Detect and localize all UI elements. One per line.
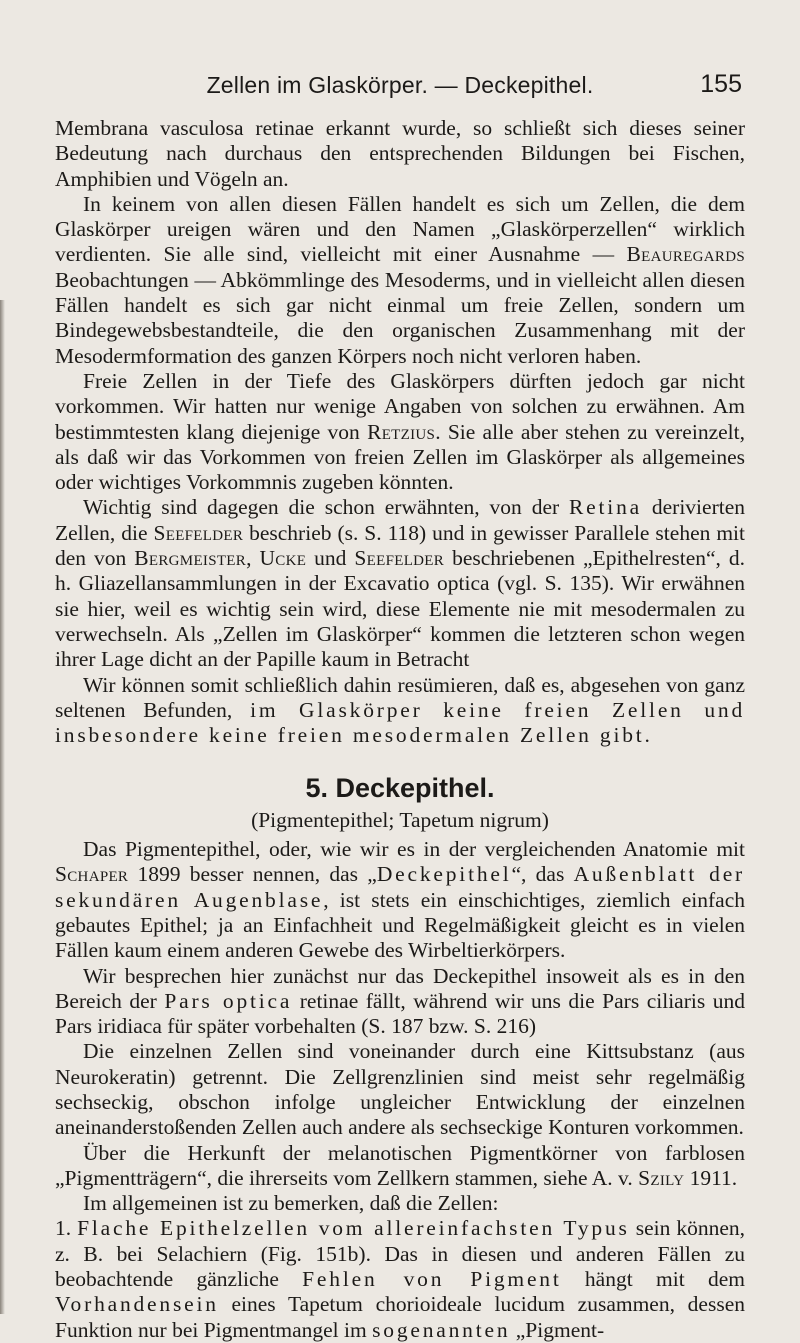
text-run: „Pigment- bbox=[510, 1317, 605, 1342]
text-run: Die einzelnen Zellen sind voneinander durch eine Kittsubstanz (aus Neurokeratin) getrennt. Die Zellgrenzlinien sind meist sehr regelmäßig sechseckig, obschon infolge ungleicher Entwicklung der einzelnen aneinanderstoßenden Zellen auch andere als sechseckige Konturen vorkommen. bbox=[55, 1039, 745, 1140]
text-run: Über die Herkunft der melanotischen Pigmentkörner von farblosen „Pigmentträgern“, die ihrerseits vom Zellkern stammen, siehe A. v. bbox=[55, 1140, 745, 1190]
text-run: Freie Zellen in der Tiefe des Glaskörpers dürften jedoch gar nicht vorkommen. Wir hatten nur wenige Angaben von solchen zu erwähnen. Am bestimmtesten klang diejenige von bbox=[55, 368, 745, 444]
text-run: In keinem von allen diesen Fällen handelt es sich um Zellen, die dem Glaskörper ureigen wären und den Namen „Glaskörperzellen“ wirklich verdienten. Sie alle sind, vielleicht mit einer Ausnahme — bbox=[55, 191, 745, 267]
text-run: beschriebenen „Epithelresten“, d. h. Gliazellansammlungen in der Excavatio optica (vgl. S. 135). Wir erwähnen sie hier, weil es wichtig sein wird, diese Elemente nie mit mesodermalen zu verwechseln. Als „Zellen im Glaskörper“ kommen die letzteren schon wegen ihrer Lage dicht an der Papille kaum in Betracht bbox=[55, 546, 746, 672]
paragraph bbox=[55, 837, 745, 963]
text-run: “, das bbox=[511, 862, 574, 887]
text-run: Beobachtungen — Abkömmlinge des Mesoderms, und in vielleicht allen diesen Fällen handelt es sich gar nicht einmal um freie Zellen, sondern um Bindegewebsbestandteile, die den organischen Zusammenhang mit der Mesodermformation des ganzen Körpers noch nicht verloren haben. bbox=[55, 267, 745, 368]
text-run: . Sie alle aber stehen zu vereinzelt, als daß wir das Vorkommen von freien Zellen im Glaskörper als allgemeines oder wichtiges Vorkommnis zugeben könnten. bbox=[55, 419, 745, 495]
emphasized-text: Außenblatt der sekundären Augenblase bbox=[55, 862, 746, 912]
author-name: Bergmeister bbox=[134, 546, 247, 571]
text-run: sein können, z. B. bei Selachiern (Fig. 151b). Das in diesen und anderen Fällen zu beobachtende gänzliche bbox=[55, 1216, 746, 1292]
running-title: Zellen im Glaskörper. — Deckepithel. bbox=[206, 72, 594, 98]
author-name: Seefelder bbox=[354, 546, 445, 571]
paragraph bbox=[55, 673, 745, 749]
text-run: , bbox=[246, 546, 260, 571]
paragraph bbox=[55, 1141, 745, 1192]
page-number: 155 bbox=[700, 70, 742, 98]
body-text bbox=[55, 116, 745, 1343]
emphasized-text: sogenannten bbox=[372, 1317, 511, 1342]
paragraph bbox=[55, 964, 745, 1040]
author-name: Schaper bbox=[55, 862, 129, 887]
emphasized-text: Pars optica bbox=[164, 988, 293, 1013]
emphasized-text: Vorhandensein bbox=[55, 1292, 219, 1317]
paragraph bbox=[55, 369, 745, 495]
emphasized-text: Flache Epithelzellen vom allereinfachsten Typus bbox=[77, 1216, 630, 1241]
emphasized-text: Retina bbox=[569, 495, 642, 520]
emphasized-text: Deckepithel bbox=[376, 862, 512, 887]
text-run: , ist stets ein einschichtiges, ziemlich einfach gebautes Epithel; ja an Einfachheit und Regelmäßigkeit gleicht es in vielen Fällen kaum einem anderen Gewebe des Wirbeltierkörpers. bbox=[55, 887, 746, 963]
text-run: Im allgemeinen ist zu bemerken, daß die Zellen: bbox=[83, 1191, 499, 1216]
paragraph bbox=[55, 192, 745, 369]
text-run: 1899 besser nennen, das „ bbox=[128, 862, 377, 887]
section-heading: 5. Deckepithel. bbox=[305, 773, 495, 804]
author-name: Retzius bbox=[367, 419, 436, 444]
paragraph bbox=[55, 495, 745, 672]
text-run: retinae fällt, während wir uns die Pars ciliaris und Pars iridiaca für später vorbehalten (S. 187 bzw. S. 216) bbox=[55, 988, 745, 1039]
page-edge-shadow bbox=[0, 300, 5, 1314]
text-run: 1911. bbox=[684, 1165, 738, 1190]
section-subheading: (Pigmentepithel; Tapetum nigrum) bbox=[251, 807, 549, 832]
emphasized-text: im Glaskörper keine freien Zellen und insbesondere keine freien mesodermalen Zellen gibt. bbox=[55, 697, 746, 748]
emphasized-text: Fehlen von Pigment bbox=[302, 1267, 562, 1292]
text-run: Wir besprechen hier zunächst nur das Deckepithel insoweit als es in den Bereich der bbox=[55, 963, 745, 1013]
paragraph bbox=[55, 1039, 745, 1140]
text-run: hängt mit dem bbox=[561, 1267, 745, 1292]
paragraph bbox=[55, 116, 745, 192]
author-name: Szily bbox=[638, 1165, 685, 1190]
text-run: derivierten Zellen, die bbox=[55, 495, 745, 545]
author-name: Seefelder bbox=[153, 520, 244, 545]
text-run: Das Pigmentepithel, oder, wie wir es in der vergleichenden Anatomie mit bbox=[83, 837, 745, 862]
page-header bbox=[0, 72, 800, 106]
text-run: beschrieb (s. S. 118) und in gewisser Parallele stehen mit den von bbox=[55, 520, 745, 571]
text-run: und bbox=[306, 546, 355, 571]
author-name: Ucke bbox=[259, 546, 307, 571]
paragraph bbox=[55, 1191, 745, 1216]
text-run: Wir können somit schließlich dahin resümieren, daß es, abgesehen von ganz seltenen Befunden, bbox=[55, 672, 745, 722]
text-run: Membrana vasculosa retinae erkannt wurde, so schließt sich dieses seiner Bedeutung nach durchaus den entsprechenden Bildungen bei Fischen, Amphibien und Vögeln an. bbox=[55, 116, 745, 191]
list-item bbox=[55, 1216, 745, 1342]
text-run: eines Tapetum chorioideale lucidum zusammen, dessen Funktion nur bei Pigmentmangel im bbox=[55, 1292, 745, 1342]
author-name: Beauregards bbox=[626, 242, 745, 267]
text-run: Wichtig sind dagegen die schon erwähnten, von der bbox=[83, 495, 570, 520]
text-run: 1. bbox=[55, 1216, 78, 1241]
